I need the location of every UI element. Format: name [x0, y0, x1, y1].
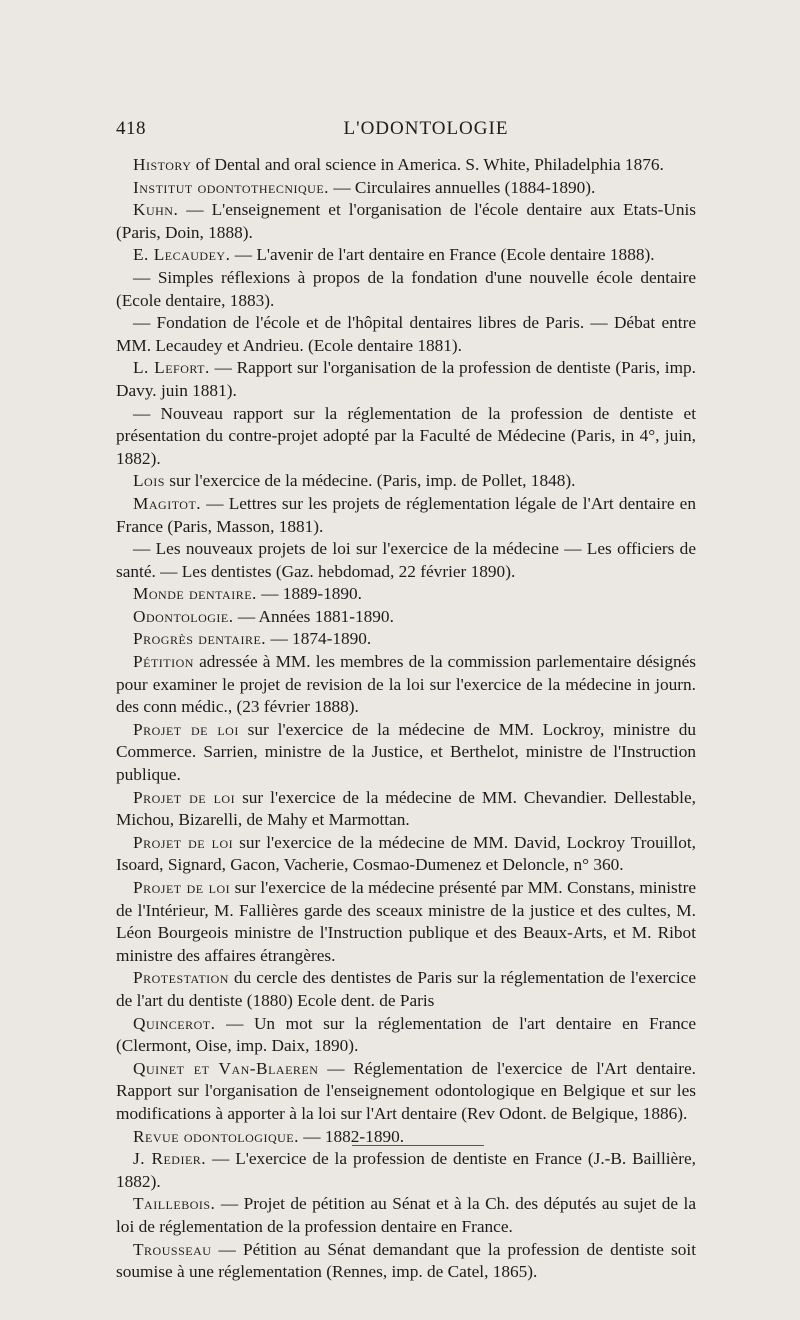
- entry-text: — L'exercice de la profession de dentiste en France (J.-B. Baillière, 1882).: [116, 1149, 696, 1191]
- entry-text: — 1874-1890.: [266, 629, 372, 649]
- bibliography-entry: [116, 628, 696, 651]
- entry-author: Projet de loi: [133, 832, 234, 852]
- entry-text: — Lettres sur les projets de réglementation légale de l'Art dentaire en France (Paris, Masson, 1881).: [116, 493, 696, 536]
- bibliography-entry: [116, 1013, 696, 1058]
- bibliography-entry: [116, 877, 696, 967]
- bibliography-entry: [116, 1058, 696, 1126]
- bibliography-entry: [116, 357, 696, 402]
- entry-text: — Fondation de l'école et de l'hôpital dentaires libres de Paris. — Débat entre MM. Lecaudey et Andrieu. (Ecole dentaire 1881).: [116, 313, 696, 355]
- bibliography-entry: [116, 719, 696, 787]
- bibliography-entry: [116, 177, 696, 200]
- entry-text: — L'enseignement et l'organisation de l'école dentaire aux Etats-Unis (Paris, Doin, 1888).: [116, 200, 696, 242]
- entry-author: E. Lecaudey.: [133, 245, 231, 265]
- entry-text: — Simples réflexions à propos de la fondation d'une nouvelle école dentaire (Ecole dentaire, 1883).: [116, 267, 696, 310]
- entry-text: sur l'exercice de la médecine. (Paris, imp. de Pollet, 1848).: [164, 471, 576, 491]
- page-header: [116, 118, 696, 144]
- entry-author: Taillebois.: [133, 1194, 216, 1214]
- bibliography-entry: [116, 267, 696, 312]
- entry-author: L. Lefort.: [133, 358, 210, 378]
- entry-text: — 1889-1890.: [256, 584, 362, 604]
- entry-text: — Un mot sur la réglementation de l'art dentaire en France (Clermont, Oise, imp. Daix, 1890).: [116, 1013, 696, 1056]
- entry-author: Projet de loi: [133, 878, 231, 897]
- entry-text: sur l'exercice de la médecine de MM. David, Lockroy Trouillot, Isoard, Signard, Gacon, Vacherie, Cosmao-Dumenez et Deloncle, n° 360.: [116, 832, 696, 875]
- entry-author: Odontologie.: [133, 606, 234, 626]
- entry-text: — Rapport sur l'organisation de la profession de dentiste (Paris, imp. Davy. juin 1881).: [116, 358, 697, 400]
- bibliography-entry: [116, 606, 696, 629]
- entry-text: of Dental and oral science in America. S. White, Philadelphia 1876.: [191, 155, 664, 174]
- bibliography-entry: [116, 312, 696, 357]
- entry-text: — Nouveau rapport sur la réglementation de la profession de dentiste et présentation du contre-projet adopté par la Faculté de Médecine (Paris, in 4°, juin, 1882).: [116, 403, 696, 468]
- entry-text: — Pétition au Sénat demandant que la profession de dentiste soit soumise à une réglementation (Rennes, imp. de Catel, 1865).: [116, 1239, 696, 1282]
- bibliography-list: [116, 154, 696, 1284]
- entry-author: Revue odontologique.: [133, 1126, 299, 1146]
- entry-text: — L'avenir de l'art dentaire en France (Ecole dentaire 1888).: [230, 245, 655, 265]
- entry-author: Magitot.: [133, 493, 202, 513]
- entry-author: Projet de loi: [133, 787, 236, 807]
- bibliography-entry: [116, 244, 696, 267]
- entry-text: sur l'exercice de la médecine de MM. Lockroy, ministre du Commerce. Sarrien, ministre de la Justice, et Berthelot, ministre de l'Instruction publique.: [116, 719, 697, 785]
- entry-author: Protestation: [133, 968, 229, 988]
- bibliography-entry: [116, 651, 696, 719]
- bibliography-entry: [116, 493, 696, 538]
- entry-text: sur l'exercice de la médecine de MM. Chevandier. Dellestable, Michou, Bizarelli, de Mahy et Marmottan.: [116, 787, 696, 830]
- bibliography-entry: [116, 538, 696, 583]
- bibliography-entry: [116, 1239, 696, 1284]
- entry-text: — Les nouveaux projets de loi sur l'exercice de la médecine — Les officiers de santé. — Les dentistes (Gaz. hebdomad, 22 février 1890).: [116, 539, 696, 581]
- entry-author: Kuhn.: [133, 200, 179, 220]
- page-number: 418: [116, 118, 146, 139]
- entry-author: Monde dentaire.: [133, 584, 257, 604]
- entry-author: Lois: [133, 471, 165, 491]
- bibliography-entry: [116, 1148, 696, 1193]
- entry-author: Trousseau: [133, 1239, 212, 1259]
- entry-author: History: [133, 155, 192, 174]
- bibliography-entry: [116, 470, 696, 493]
- bibliography-entry: [116, 1193, 696, 1238]
- entry-author: Quinet et Van-Blaeren: [133, 1058, 319, 1078]
- bibliography-entry: [116, 154, 696, 177]
- bibliography-entry: [116, 967, 696, 1012]
- entry-author: Institut odontothecnique.: [133, 177, 329, 197]
- bibliography-entry: [116, 199, 696, 244]
- bibliography-entry: [116, 832, 696, 877]
- entry-author: Pétition: [133, 652, 194, 672]
- entry-author: Quincerot.: [133, 1013, 216, 1033]
- entry-text: — Circulaires annuelles (1884-1890).: [329, 177, 596, 197]
- entry-author: Progrès dentaire.: [133, 629, 267, 649]
- running-title: L'ODONTOLOGIE: [343, 118, 509, 139]
- entry-text: du cercle des dentistes de Paris sur la réglementation de l'exercice de l'art du dentiste (1880) Ecole dent. de Paris: [116, 968, 696, 1010]
- entry-text: sur l'exercice de la médecine présenté par MM. Constans, ministre de l'Intérieur, M. Fallières garde des sceaux ministre de la justice et des cultes, M. Léon Bourgeois ministre de l'Instruction publique et des Beaux-Arts, et M. Ribot ministre des affaires étrangères.: [116, 878, 696, 965]
- closing-rule: [352, 1145, 484, 1146]
- bibliography-entry: [116, 787, 696, 832]
- entry-text: — Années 1881-1890.: [233, 606, 394, 626]
- entry-text: — 1882-1890.: [298, 1126, 405, 1146]
- bibliography-entry: [116, 403, 696, 471]
- entry-text: — Réglementation de l'exercice de l'Art dentaire. Rapport sur l'organisation de l'enseignement odontologique en Belgique et sur les modifications à apporter à la loi sur l'Art dentaire (Rev Odont. de Belgique, 1886).: [116, 1058, 696, 1123]
- entry-text: adressée à MM. les membres de la commission parlementaire désignés pour examiner le projet de revision de la loi sur l'exercice de la médecine in journ. des conn médic., (23 février 1888).: [116, 652, 696, 717]
- entry-author: Projet de loi: [133, 719, 239, 739]
- entry-author: J. Redier.: [133, 1149, 207, 1169]
- bibliography-entry: [116, 583, 696, 606]
- entry-text: — Projet de pétition au Sénat et à la Ch. des députés au sujet de la loi de réglementation de la profession dentaire en France.: [116, 1194, 696, 1236]
